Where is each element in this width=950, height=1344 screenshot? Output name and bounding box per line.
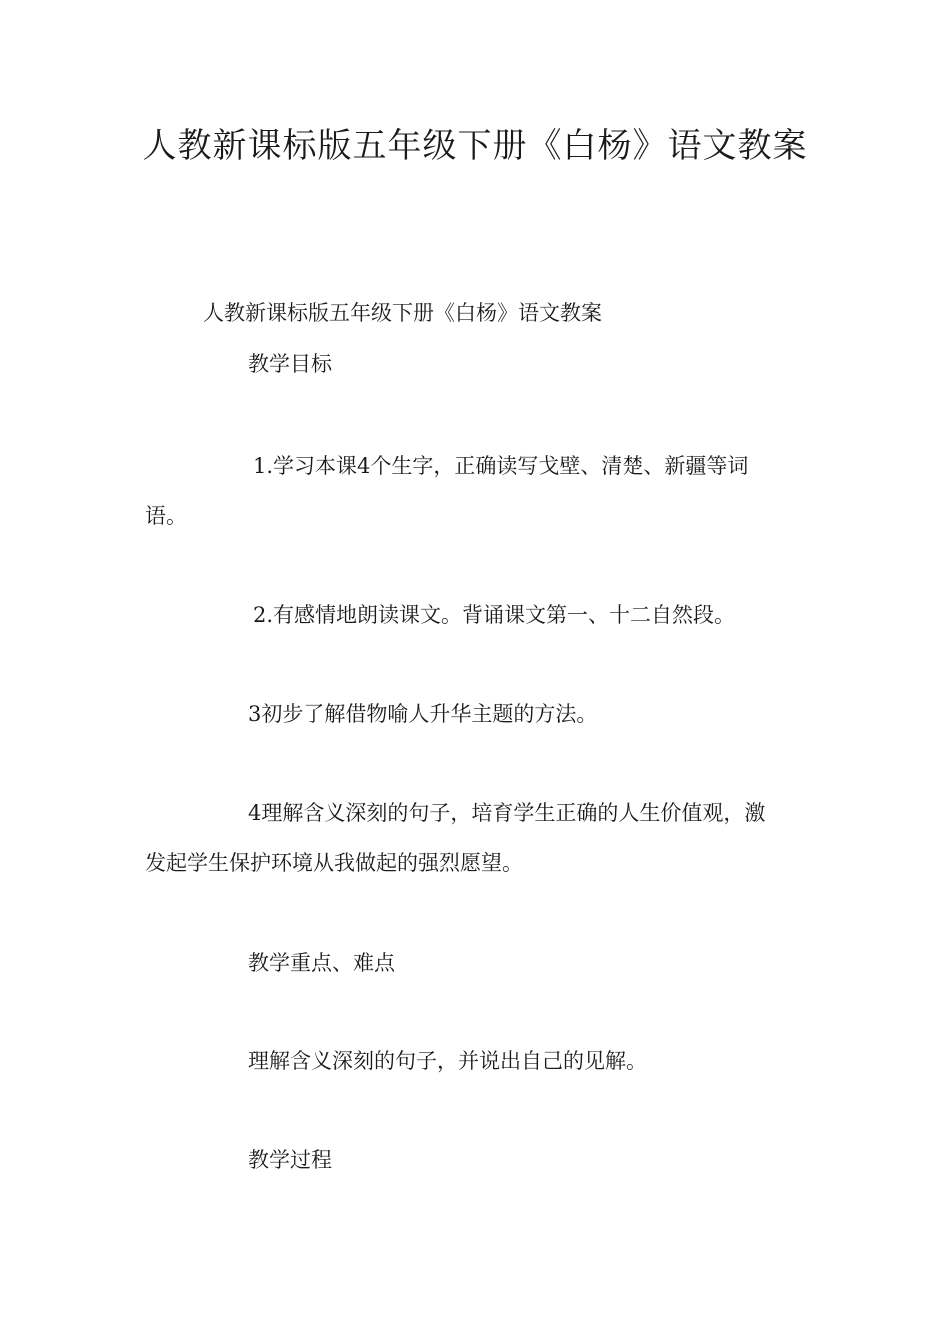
goal-item-4-line-2: 发起学生保护环境从我做起的强烈愿望。: [145, 851, 523, 875]
goal-item-1: [145, 451, 748, 531]
goal-item-1-line-1: 1.学习本课4个生字，正确读写戈壁、清楚、新疆等词: [253, 454, 749, 478]
goal-item-2: 2.有感情地朗读课文。背诵课文第一、十二自然段。: [253, 603, 736, 627]
goal-item-1-line-2: 语。: [145, 504, 187, 528]
heading-teaching-goals: 教学目标: [248, 352, 332, 376]
heading-key-points: 教学重点、难点: [248, 951, 395, 975]
heading-teaching-process: 教学过程: [248, 1148, 332, 1172]
goal-item-3: 3初步了解借物喻人升华主题的方法。: [248, 702, 598, 726]
key-points-text: 理解含义深刻的句子，并说出自己的见解。: [248, 1049, 647, 1073]
goal-item-4: [145, 798, 765, 878]
goal-item-4-line-1: 4理解含义深刻的句子，培育学生正确的人生价值观，激: [248, 801, 766, 825]
document-subtitle: 人教新课标版五年级下册《白杨》语文教案: [203, 301, 602, 325]
document-title: 人教新课标版五年级下册《白杨》语文教案: [142, 126, 808, 166]
